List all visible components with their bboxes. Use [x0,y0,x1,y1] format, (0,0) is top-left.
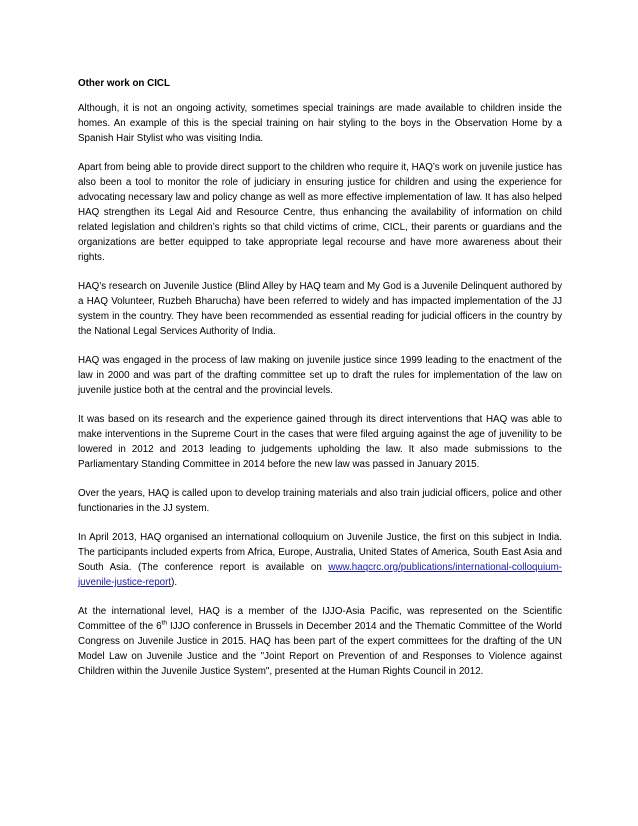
ordinal-superscript: th [161,619,168,627]
document-body [78,76,562,693]
paragraph-supreme-court: It was based on its research and the experience gained through its direct interventions that HAQ was able to make interventions in the Supreme Court in the cases that were filed arguing against the age of juvenility to be lowered in 2012 and 2013 leading to judgements upholding the law. It also made submissions to the Parliamentary Standing Committee in 2014 before the new law was passed in January 2015. [78,414,562,470]
paragraph-research: HAQ’s research on Juvenile Justice (Blind Alley by HAQ team and My God is a Juvenile Delinquent authored by a HAQ Volunteer, Ruzbeh Bharucha) have been referred to widely and has impacted implementation of the JJ system in the country. They have been recommended as essential reading for judicial officers in the country by the National Legal Services Authority of India. [78,281,562,337]
paragraph-colloquium [78,530,562,590]
colloquium-text: In April 2013, HAQ organised an international colloquium on Juvenile Justice, the first on this subject in India. The participants included experts from Africa, Europe, Australia, United States of America, South East Asia and South Asia. (The conference report is available on [78,532,562,573]
paragraph-international [78,604,562,679]
section-heading: Other work on CICL [78,78,170,89]
international-text-b: IJJO conference in Brussels in December 2014 and the Thematic Committee of the World Congress on Juvenile Justice in 2015. HAQ has been part of the expert committees for the drafting of the UN Model Law on Juvenile Justice and the "Joint Report on Prevention of and Responses to Violence against Children within the Juvenile Justice System", presented at the Human Rights Council in 2012. [78,621,562,677]
paragraph-direct-support: Apart from being able to provide direct support to the children who require it, HAQ’s work on juvenile justice has also been a tool to monitor the role of judiciary in ensuring justice for children and using the experience for advocating necessary law and policy change as well as more effective implementation of law. It has also helped HAQ strengthen its Legal Aid and Resource Centre, thus enhancing the availability of information on child related legislation and children’s rights so that child victims of crime, CICL, their parents or guardians and the organizations are better equipped to take appropriate legal recourse and have more awareness about their rights. [78,162,562,263]
colloquium-text-end: ). [171,577,178,588]
international-text-a: At the international level, HAQ is a member of the IJJO-Asia Pacific, was represented on the Scientific Committee of the 6 [78,606,562,632]
paragraph-special-trainings: Although, it is not an ongoing activity, sometimes special trainings are made available to children inside the homes. An example of this is the special training on hair styling to the boys in the Observation Home by a Spanish Hair Stylist who was visiting India. [78,103,562,144]
paragraph-law-making: HAQ was engaged in the process of law making on juvenile justice since 1999 leading to the enactment of the law in 2000 and was part of the drafting committee set up to draft the rules for implementation of the law on juvenile justice both at the central and the provincial levels. [78,355,562,396]
paragraph-training-materials: Over the years, HAQ is called upon to develop training materials and also train judicial officers, police and other functionaries in the JJ system. [78,488,562,514]
conference-report-link[interactable]: www.haqcrc.org/publications/international-colloquium-juvenile-justice-report [78,562,562,588]
